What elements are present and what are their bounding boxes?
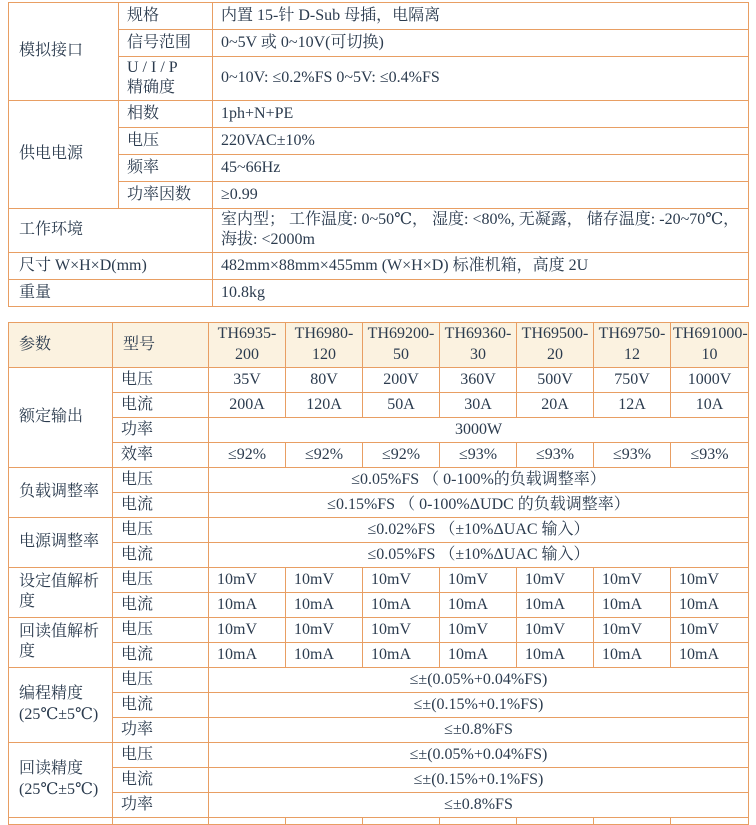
model-value-cell: 10mV [594,567,671,592]
model-table-row [9,442,749,467]
model-span-value-cell: ≤0.02%FS （±10%ΔUAC 输入） [209,517,749,542]
model-value-cell: ≤92% [209,442,286,467]
model-value-cell: 10mV [671,617,749,642]
spec-param-cell: 信号范围 [119,30,213,57]
model-name-header-cell: TH6980- 120 [286,322,363,367]
model-value-cell: 30A [440,392,517,417]
model-value-cell: ≤93% [671,442,749,467]
model-span-value-cell: ≤±(0.05%+0.04%FS) [209,667,749,692]
spec-group-label-cell: 模拟接口 [9,3,119,101]
model-value-cell: 500V [517,367,594,392]
model-span-value-cell: ≤0.05%FS （ 0-100%的负载调整率） [209,467,749,492]
model-value-cell: ≤92% [286,442,363,467]
model-value-cell: 10mA [671,592,749,617]
spec-value-cell: 内置 15-针 D-Sub 母插，电隔离 [213,3,749,30]
model-value-cell: 10mV [286,617,363,642]
model-group-label-cell: 设定值解析度 [9,567,113,617]
model-value-cell: 10mV [517,617,594,642]
model-table-row [9,517,749,542]
model-value-cell: 10mA [594,592,671,617]
model-table-row [9,467,749,492]
model-param-cell: 电压 [113,667,209,692]
spec-row [9,181,749,208]
model-value-cell: 120A [286,392,363,417]
model-param-cell: 功率 [113,792,209,817]
model-name-header-cell: TH691000- 10 [671,322,749,367]
model-name-header-cell: TH69200- 50 [363,322,440,367]
model-value-cell: 10mV [517,567,594,592]
spec-param-cell: 相数 [119,100,213,127]
model-table-header-row [9,322,749,367]
model-table-row [9,492,749,517]
general-spec-table-body [9,3,749,307]
spec-group-label-cell: 重量 [9,279,213,306]
model-table-row [9,742,749,767]
model-param-cell: 电压 [113,567,209,592]
model-value-cell: 10mA [286,642,363,667]
model-group-label-cell: 回读精度 (25℃±5℃) [9,742,113,817]
model-group-label-cell: 负载调整率 [9,467,113,517]
model-table-row [9,392,749,417]
model-value-cell: ≤92% [363,442,440,467]
spec-value-cell: 482mm×88mm×455mm (W×H×D) 标准机箱，高度 2U [213,252,749,279]
model-value-cell: 10mV [440,567,517,592]
spec-row [9,252,749,279]
spec-value-cell: 0~10V: ≤0.2%FS 0~5V: ≤0.4%FS [213,57,749,101]
spec-group-label-cell: 工作环境 [9,208,213,252]
model-param-cell: 效率 [113,442,209,467]
spec-row [9,30,749,57]
model-span-value-cell: 3000W [209,417,749,442]
model-value-cell: 10mA [209,642,286,667]
model-value-cell: 10mA [517,642,594,667]
model-param-cell: 电流 [113,542,209,567]
model-value-cell: 10mV [363,617,440,642]
model-param-cell: 电流 [113,492,209,517]
model-value-cell: 10mA [671,642,749,667]
cutoff-row [9,817,749,824]
model-value-cell: 200V [363,367,440,392]
model-value-cell: 10mA [363,642,440,667]
model-name-header-cell: TH6935- 200 [209,322,286,367]
spec-row [9,154,749,181]
model-param-cell: 电压 [113,517,209,542]
cutoff-cell [594,817,671,824]
spec-row [9,57,749,101]
model-table-row [9,617,749,642]
model-value-cell: 10mV [363,567,440,592]
spec-value-cell: 10.8kg [213,279,749,306]
model-span-value-cell: ≤±0.8%FS [209,717,749,742]
model-param-cell: 电流 [113,392,209,417]
model-comparison-table [8,322,749,825]
model-value-cell: 12A [594,392,671,417]
model-param-cell: 电压 [113,617,209,642]
spec-row [9,3,749,30]
model-value-cell: 20A [517,392,594,417]
spec-value-cell: 0~5V 或 0~10V(可切换) [213,30,749,57]
model-param-cell: 电压 [113,742,209,767]
model-value-cell: ≤93% [440,442,517,467]
model-value-cell: 10mA [286,592,363,617]
param-header-cell: 参数 [9,322,113,367]
spec-param-cell: 功率因数 [119,181,213,208]
spec-row [9,279,749,306]
model-param-cell: 电流 [113,592,209,617]
model-group-label-cell: 编程精度 (25℃±5℃) [9,667,113,742]
model-value-cell: 10A [671,392,749,417]
model-value-cell: 10mV [671,567,749,592]
model-param-cell: 功率 [113,717,209,742]
model-value-cell: 10mA [517,592,594,617]
model-table-row [9,367,749,392]
model-table-row [9,717,749,742]
model-value-cell: 10mV [594,617,671,642]
model-value-cell: ≤93% [517,442,594,467]
model-table-row [9,417,749,442]
model-value-cell: 10mV [440,617,517,642]
model-table-row [9,567,749,592]
model-table-row [9,792,749,817]
model-span-value-cell: ≤±(0.05%+0.04%FS) [209,742,749,767]
cutoff-cell [363,817,440,824]
cutoff-cell [517,817,594,824]
model-value-cell: 10mA [440,592,517,617]
spec-row [9,127,749,154]
model-span-value-cell: ≤±(0.15%+0.1%FS) [209,767,749,792]
model-value-cell: 10mA [209,592,286,617]
model-param-cell: 电流 [113,692,209,717]
spec-value-cell: 220VAC±10% [213,127,749,154]
model-param-cell: 功率 [113,417,209,442]
cutoff-cell [209,817,286,824]
model-name-header-cell: TH69750- 12 [594,322,671,367]
model-value-cell: 10mA [363,592,440,617]
spec-value-cell: 45~66Hz [213,154,749,181]
spec-row [9,208,749,252]
model-span-value-cell: ≤0.15%FS （ 0-100%ΔUDC 的负载调整率） [209,492,749,517]
model-span-value-cell: ≤±(0.15%+0.1%FS) [209,692,749,717]
model-group-label-cell: 回读值解析度 [9,617,113,667]
model-value-cell: 10mA [594,642,671,667]
model-param-cell: 电压 [113,367,209,392]
model-value-cell: 10mV [209,617,286,642]
spec-group-label-cell: 尺寸 W×H×D(mm) [9,252,213,279]
spec-value-cell: ≥0.99 [213,181,749,208]
model-header-cell: 型号 [113,322,209,367]
model-value-cell: 10mV [286,567,363,592]
spec-value-cell: 室内型； 工作温度: 0~50℃， 湿度: <80%, 无凝露， 储存温度: -20~70℃，海拔: <2000m [213,208,749,252]
cutoff-cell [671,817,749,824]
spec-group-label-cell: 供电电源 [9,100,119,208]
model-table-row [9,667,749,692]
spec-param-cell: U / I / P 精确度 [119,57,213,101]
model-param-cell: 电流 [113,767,209,792]
model-param-cell: 电流 [113,642,209,667]
spec-param-cell: 频率 [119,154,213,181]
model-value-cell: 1000V [671,367,749,392]
general-spec-table [8,2,749,307]
model-value-cell: 10mA [440,642,517,667]
model-table-row [9,592,749,617]
model-value-cell: 35V [209,367,286,392]
model-group-label-cell: 电源调整率 [9,517,113,567]
spec-value-cell: 1ph+N+PE [213,100,749,127]
model-name-header-cell: TH69500- 20 [517,322,594,367]
cutoff-cell [286,817,363,824]
model-table-row [9,767,749,792]
cutoff-cell [440,817,517,824]
cutoff-cell [9,817,113,824]
model-value-cell: ≤93% [594,442,671,467]
model-comparison-table-body [9,322,749,824]
spec-param-cell: 电压 [119,127,213,154]
spec-param-cell: 规格 [119,3,213,30]
model-value-cell: 80V [286,367,363,392]
cutoff-cell [113,817,209,824]
model-group-label-cell: 额定输出 [9,367,113,467]
model-name-header-cell: TH69360- 30 [440,322,517,367]
model-value-cell: 200A [209,392,286,417]
model-span-value-cell: ≤±0.8%FS [209,792,749,817]
model-value-cell: 10mV [209,567,286,592]
model-span-value-cell: ≤0.05%FS （±10%ΔUAC 输入） [209,542,749,567]
model-value-cell: 750V [594,367,671,392]
model-table-row [9,542,749,567]
model-param-cell: 电压 [113,467,209,492]
model-table-row [9,642,749,667]
model-value-cell: 360V [440,367,517,392]
model-table-row [9,692,749,717]
spec-row [9,100,749,127]
model-value-cell: 50A [363,392,440,417]
